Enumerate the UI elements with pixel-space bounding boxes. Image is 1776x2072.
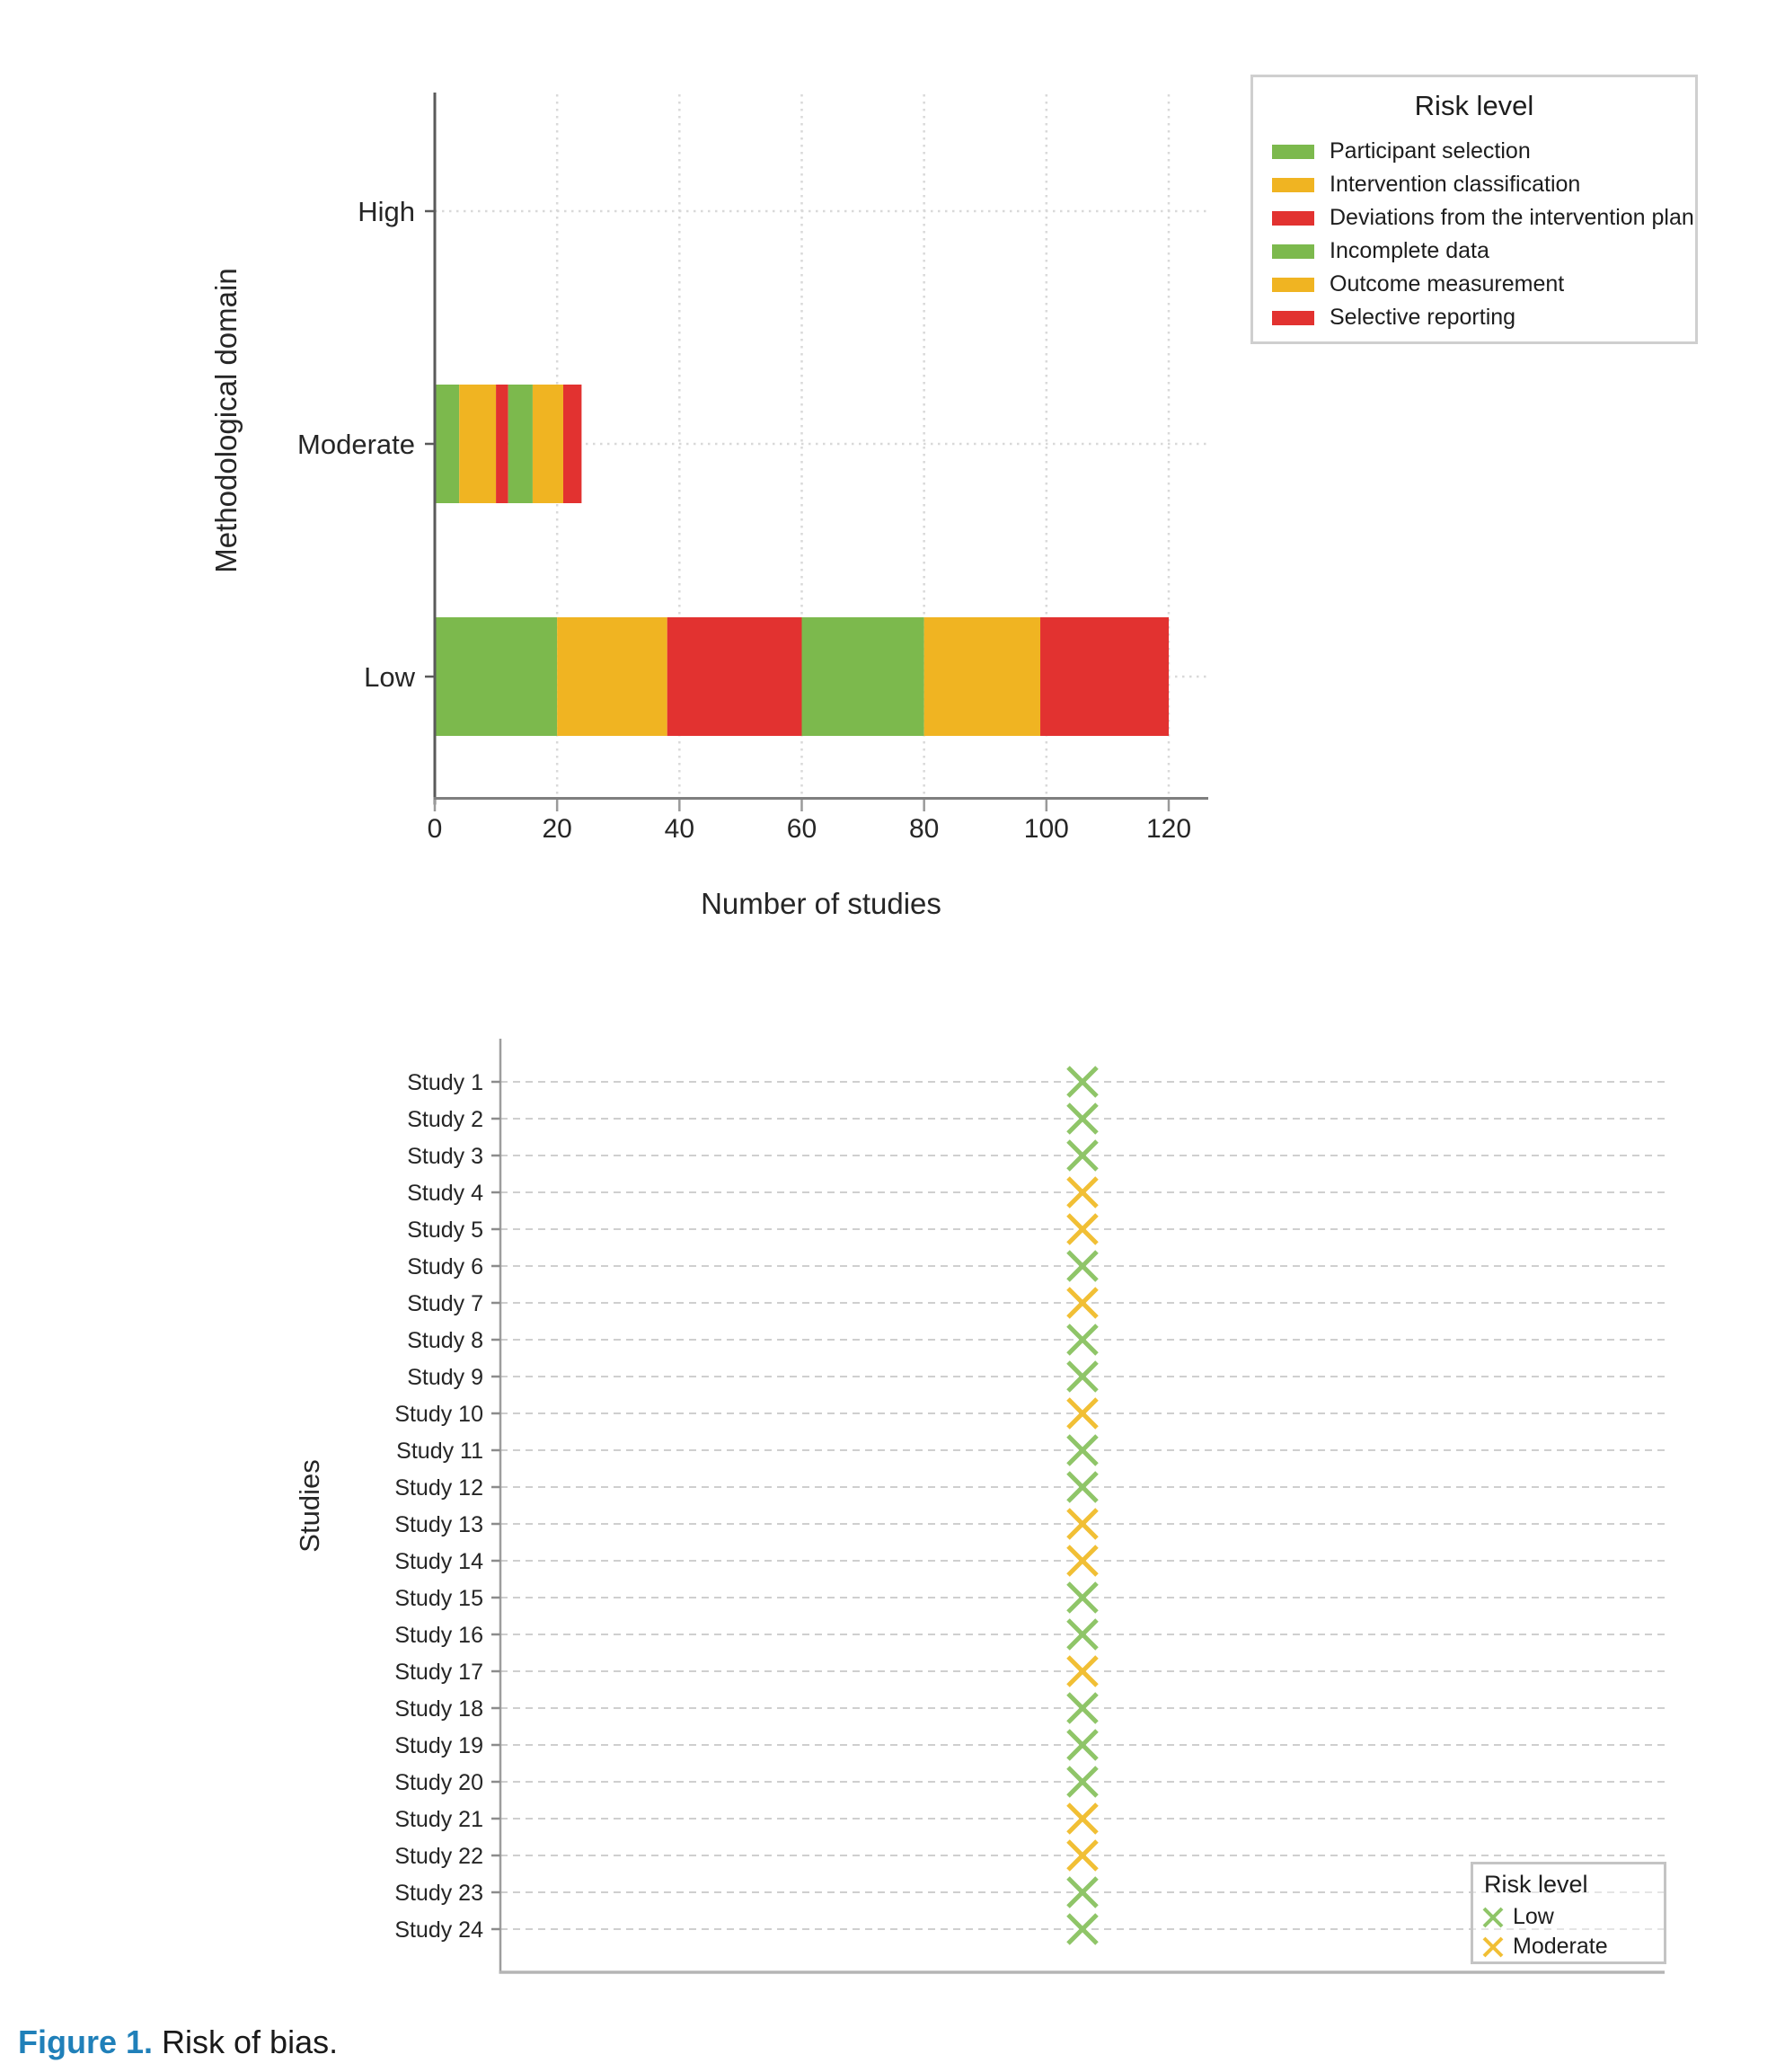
bar-segment-moderate-participant-selection [435,385,459,503]
bar-segment-low-deviations-from-the-intervention-plan [667,617,802,736]
label-study-15: Study 15 [394,1586,483,1611]
label-study-13: Study 13 [394,1512,483,1537]
bar-segment-moderate-selective-reporting [563,385,581,503]
label-study-10: Study 10 [394,1402,483,1427]
label-study-19: Study 19 [394,1733,483,1758]
label-study-9: Study 9 [407,1365,483,1390]
x-marker-icon [1482,1936,1504,1958]
label-study-21: Study 21 [394,1807,483,1832]
category-label-low: Low [364,661,415,693]
label-study-7: Study 7 [407,1291,483,1316]
label-study-4: Study 4 [407,1181,483,1206]
bar-segment-moderate-outcome-measurement [533,385,563,503]
stacked-bar-chart [297,93,1208,844]
legend-entry-label: Incomplete data [1330,238,1489,263]
label-study-2: Study 2 [407,1107,483,1132]
legend-entry-label: Deviations from the intervention plan [1330,205,1694,230]
top-chart-x-ticks [428,800,1191,844]
label-study-24: Study 24 [394,1917,483,1943]
bar-segment-low-participant-selection [435,617,557,736]
bar-segment-low-outcome-measurement [924,617,1040,736]
label-study-23: Study 23 [394,1881,483,1906]
label-study-5: Study 5 [407,1218,483,1243]
legend-entry-deviations-from-the-intervention-plan [1253,201,1695,235]
x-tick-label-60: 60 [786,814,817,844]
top-chart-y-ticks [297,196,435,693]
x-marker-icon [1482,1907,1504,1928]
legend-swatch-icon [1272,178,1314,192]
label-study-17: Study 17 [394,1660,483,1685]
figure-caption-label: Figure 1. [18,2023,154,2060]
study-risk-chart [394,1039,1665,1974]
label-study-20: Study 20 [394,1770,483,1795]
legend-entry-moderate [1473,1932,1664,1961]
legend-entry-participant-selection [1253,135,1695,168]
top-chart-x-axis-title: Number of studies [701,887,941,920]
top-legend-entries [1253,135,1695,334]
x-tick-label-0: 0 [427,814,443,844]
bottom-chart-y-axis-title: Studies [294,1459,325,1553]
bar-segment-low-intervention-classification [557,617,667,736]
legend-swatch-icon [1272,244,1314,259]
label-study-12: Study 12 [394,1475,483,1501]
legend-entry-label: Participant selection [1330,138,1531,164]
bar-segment-low-incomplete-data [801,617,923,736]
x-tick-label-40: 40 [664,814,695,844]
legend-entry-label: Moderate [1513,1934,1608,1959]
bar-segment-moderate-intervention-classification [459,385,496,503]
top-risk-level-legend [1250,75,1698,344]
x-tick-label-100: 100 [1023,814,1069,844]
x-tick-label-120: 120 [1145,814,1192,844]
label-study-16: Study 16 [394,1623,483,1648]
category-label-high: High [358,196,415,227]
label-study-8: Study 8 [407,1328,483,1353]
bottom-chart-gridlines [500,1082,1665,1929]
legend-entry-outcome-measurement [1253,268,1695,301]
label-study-1: Study 1 [407,1070,483,1095]
legend-entry-selective-reporting [1253,301,1695,334]
figure-caption-text: Risk of bias. [162,2023,339,2060]
figure-caption [18,2023,338,2061]
bar-segment-low-selective-reporting [1040,617,1169,736]
bottom-risk-level-legend [1471,1862,1666,1964]
x-tick-label-80: 80 [908,814,940,844]
legend-swatch-icon [1272,145,1314,159]
legend-entry-low [1473,1902,1664,1932]
bottom-legend-title: Risk level [1484,1871,1588,1898]
label-study-22: Study 22 [394,1844,483,1869]
x-tick-label-20: 20 [542,814,572,844]
top-legend-title: Risk level [1414,90,1534,121]
legend-entry-label: Selective reporting [1330,305,1516,330]
label-study-6: Study 6 [407,1254,483,1280]
legend-swatch-icon [1272,278,1314,292]
legend-entry-incomplete-data [1253,235,1695,268]
legend-entry-label: Intervention classification [1330,172,1581,197]
legend-entry-label: Outcome measurement [1330,271,1565,297]
label-study-3: Study 3 [407,1144,483,1169]
legend-swatch-icon [1272,211,1314,226]
legend-swatch-icon [1272,311,1314,325]
legend-entry-label: Low [1513,1904,1554,1929]
label-study-18: Study 18 [394,1696,483,1722]
bar-segment-moderate-incomplete-data [508,385,533,503]
legend-entry-intervention-classification [1253,168,1695,201]
bar-segment-moderate-deviations-from-the-intervention-plan [496,385,508,503]
category-label-moderate: Moderate [297,429,415,460]
bottom-legend-entries [1473,1902,1664,1961]
label-study-11: Study 11 [396,1439,483,1464]
top-chart-y-axis-title: Methodological domain [209,268,243,573]
top-chart-bars [435,385,1169,736]
label-study-14: Study 14 [394,1549,483,1574]
